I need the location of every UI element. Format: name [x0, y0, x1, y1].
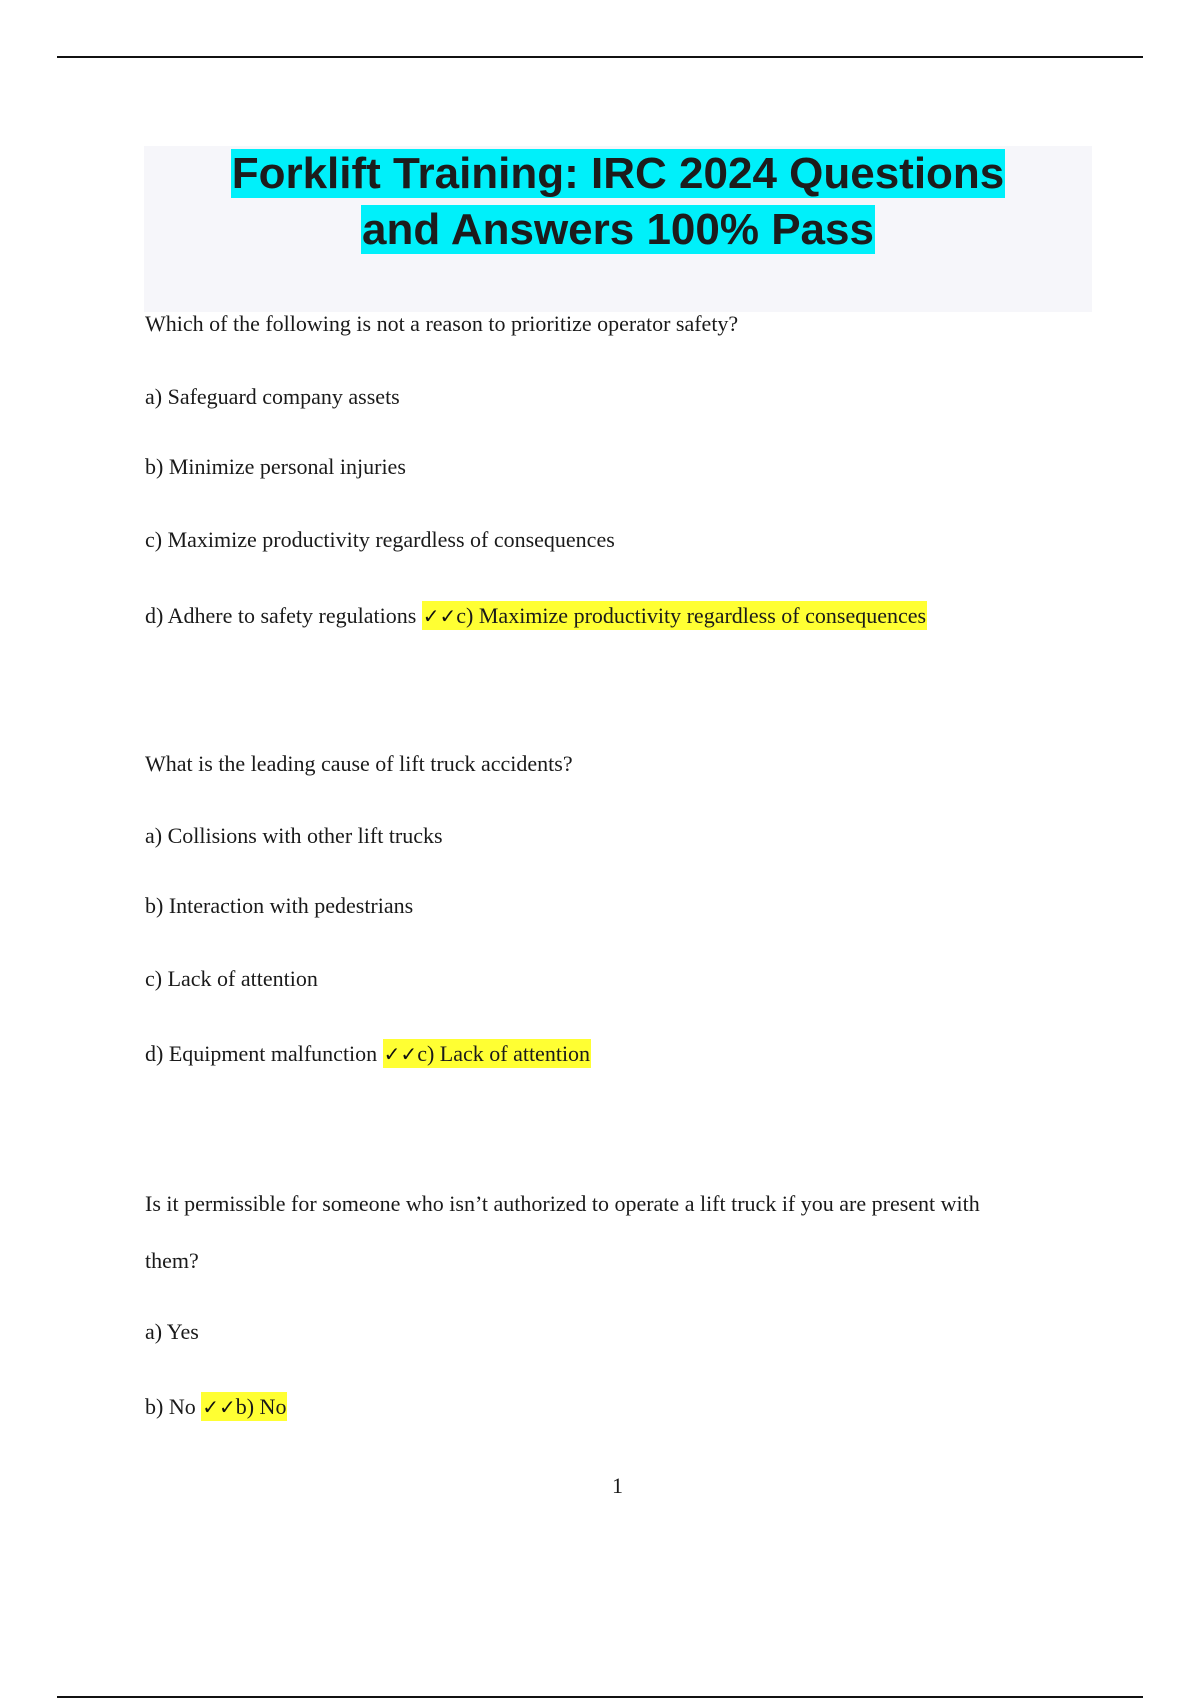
document-title: [144, 146, 1092, 258]
question-2-option-c: c) Lack of attention: [145, 966, 318, 991]
question-1-answer-text: c) Maximize productivity regardless of consequences: [456, 603, 927, 628]
question-1-option-d-row: [145, 602, 927, 630]
check-icon: ✓✓: [202, 1395, 236, 1419]
question-1-option-c: c) Maximize productivity regardless of consequences: [145, 527, 615, 552]
question-2-option-b: b) Interaction with pedestrians: [145, 893, 414, 918]
question-2-answer: [383, 1039, 591, 1068]
header-rule: [57, 56, 1143, 58]
question-2-answer-text: c) Lack of attention: [417, 1041, 591, 1066]
question-2-option-d: d) Equipment malfunction: [145, 1041, 378, 1066]
question-3-answer: [201, 1392, 287, 1421]
question-2-prompt: What is the leading cause of lift truck accidents?: [145, 751, 573, 776]
question-1-option-b: b) Minimize personal injuries: [145, 454, 406, 479]
check-icon: ✓✓: [422, 604, 457, 628]
question-1-answer: [422, 601, 927, 630]
question-1-prompt: Which of the following is not a reason to prioritize operator safety?: [145, 311, 739, 336]
question-2-option-a: a) Collisions with other lift trucks: [145, 823, 443, 848]
page-number: 1: [612, 1473, 623, 1498]
title-line-2: and Answers 100% Pass: [362, 205, 874, 254]
question-3-option-b: b) No: [145, 1394, 196, 1419]
title-block: [144, 146, 1092, 312]
question-1-option-d: d) Adhere to safety regulations: [145, 603, 417, 628]
footer-rule: [57, 1696, 1143, 1698]
question-3-option-b-row: [145, 1393, 287, 1421]
check-icon: ✓✓: [383, 1042, 418, 1066]
question-3-option-a: a) Yes: [145, 1319, 199, 1344]
question-3-answer-text: b) No: [235, 1394, 287, 1419]
question-1-option-a: a) Safeguard company assets: [145, 384, 400, 409]
title-line-1: Forklift Training: IRC 2024 Questions: [231, 149, 1005, 198]
question-3-prompt-line-2: them?: [145, 1248, 199, 1273]
question-3-prompt-line-1: Is it permissible for someone who isn’t authorized to operate a lift truck if you are present with: [145, 1191, 980, 1216]
question-2-option-d-row: [145, 1040, 591, 1068]
